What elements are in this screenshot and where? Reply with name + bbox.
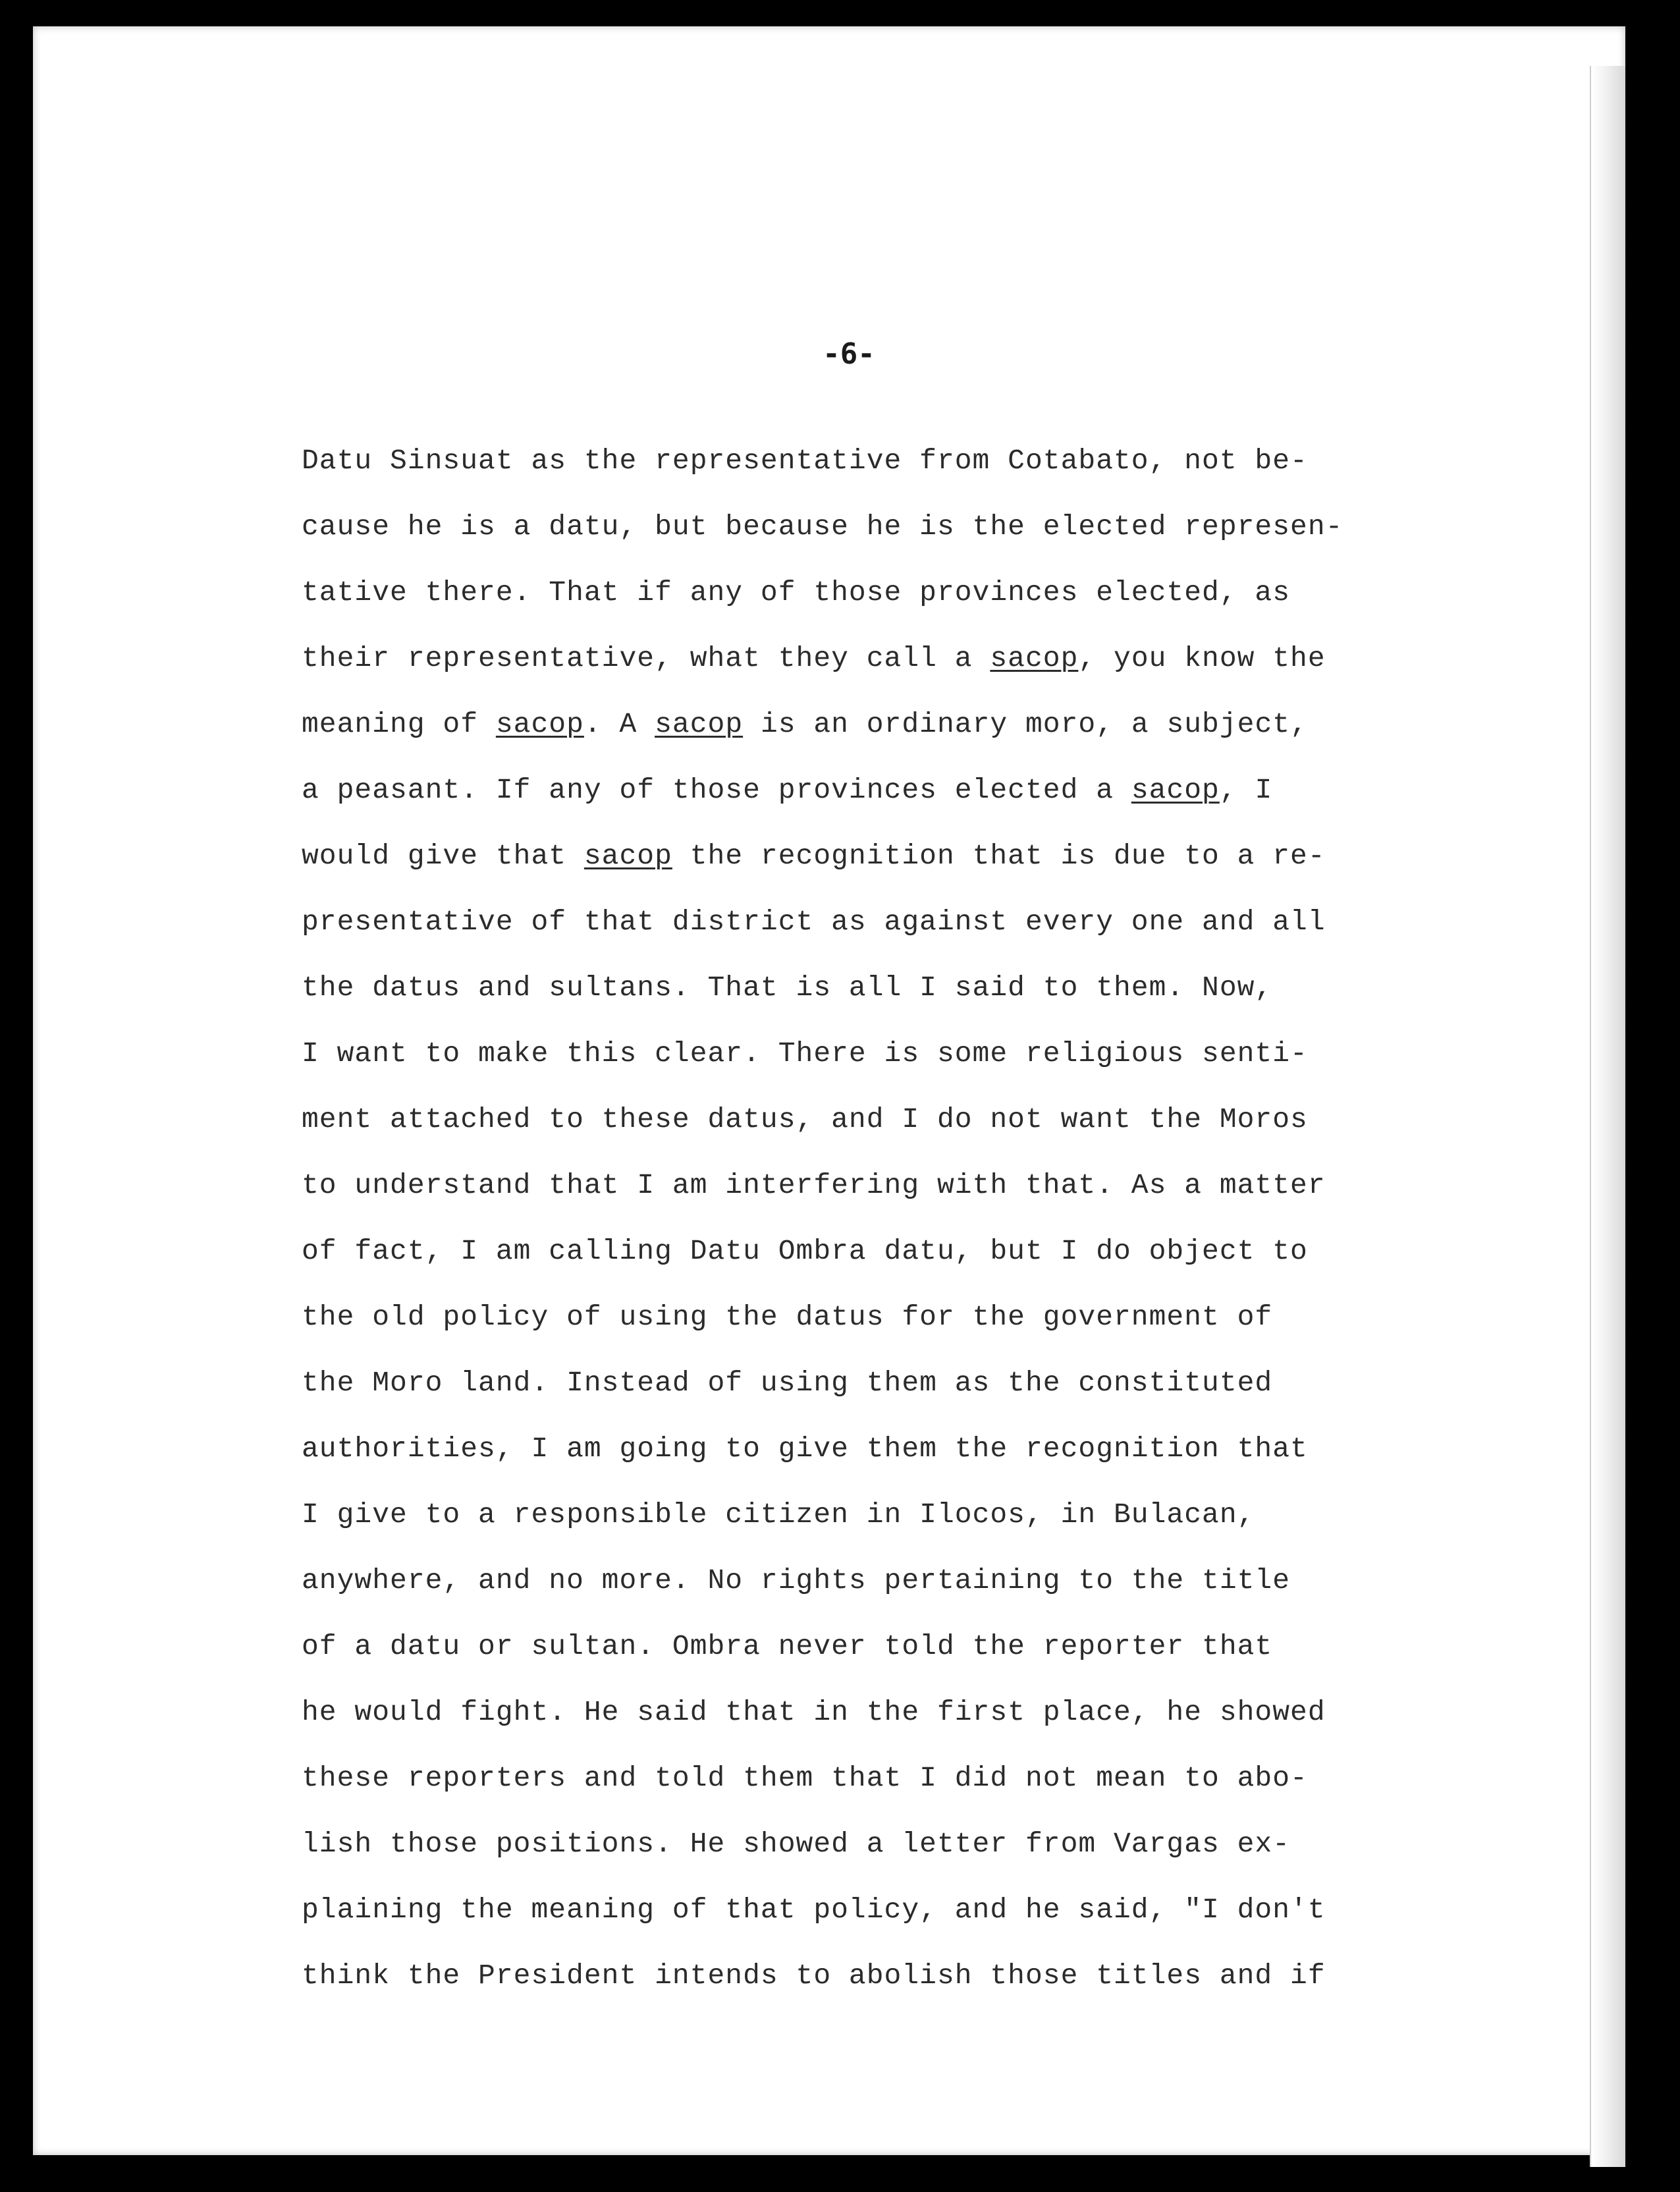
text-line: Datu Sinsuat as the representative from Cotabato, not be- [302,445,1308,477]
text-line: think the President intends to abolish those titles and if [302,1959,1326,1992]
text-line: I want to make this clear. There is some religious senti- [302,1037,1308,1070]
text-line: anywhere, and no more. No rights pertaining to the title [302,1564,1291,1597]
text-line: of fact, I am calling Datu Ombra datu, but I do object to [302,1235,1308,1267]
page-number: -6- [823,337,875,371]
text-line: these reporters and told them that I did not mean to abo- [302,1762,1308,1794]
text-line: presentative of that district as against every one and all [302,906,1326,938]
text-line: tative there. That if any of those provinces elected, as [302,576,1291,609]
document-page [33,26,1625,2155]
text-line: the datus and sultans. That is all I said to them. Now, [302,972,1273,1004]
text-line: he would fight. He said that in the first place, he showed [302,1696,1326,1728]
text-line: to understand that I am interfering with that. As a matter [302,1169,1326,1201]
page-edge-shadow [1590,66,1625,2167]
text-line: ment attached to these datus, and I do not want the Moros [302,1103,1308,1136]
text-line: the Moro land. Instead of using them as the constituted [302,1367,1273,1399]
text-line: authorities, I am going to give them the recognition that [302,1433,1308,1465]
body-text [302,428,1553,2009]
text-line: meaning of sacop. A sacop is an ordinary moro, a subject, [302,708,1308,740]
text-line: a peasant. If any of those provinces elected a sacop, I [302,774,1273,806]
text-line: the old policy of using the datus for the government of [302,1301,1273,1333]
text-line: cause he is a datu, but because he is the elected represen- [302,510,1343,543]
text-line: lish those positions. He showed a letter from Vargas ex- [302,1828,1291,1860]
text-line: would give that sacop the recognition that is due to a re- [302,840,1326,872]
text-line: their representative, what they call a sacop, you know the [302,642,1326,674]
text-line: I give to a responsible citizen in Ilocos, in Bulacan, [302,1498,1255,1531]
text-line: plaining the meaning of that policy, and he said, "I don't [302,1894,1326,1926]
text-line: of a datu or sultan. Ombra never told the reporter that [302,1630,1273,1662]
